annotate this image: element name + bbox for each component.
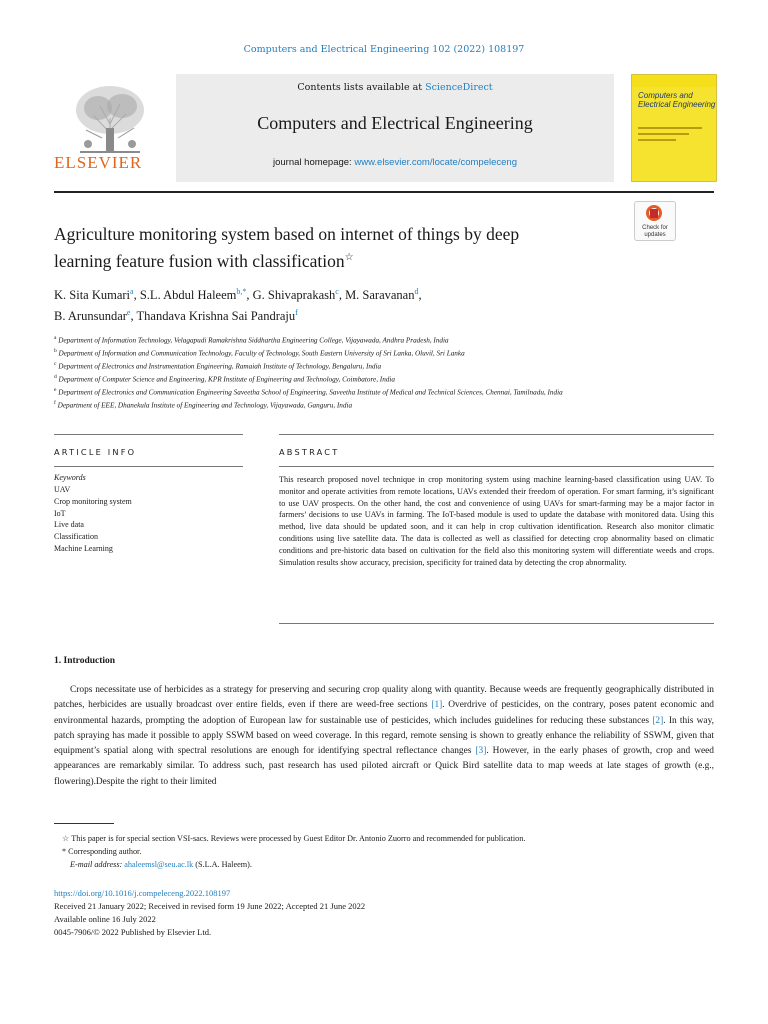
keyword-item: UAV bbox=[54, 485, 71, 494]
footnotes bbox=[62, 832, 712, 871]
doi-link[interactable]: https://doi.org/10.1016/j.compeleceng.2022.108197 bbox=[54, 888, 231, 898]
affiliation-text: Department of Information Technology, Velagapudi Ramakrishna Siddhartha Engineering College, Vijayawada, Andhra Pradesh, India bbox=[58, 336, 449, 345]
author-name: Thandava Krishna Sai Pandraju bbox=[136, 309, 296, 324]
author-affil-sup[interactable]: e bbox=[126, 308, 131, 318]
check-updates-line-1: Check for bbox=[642, 225, 668, 231]
journal-homepage bbox=[176, 157, 614, 168]
footnote-star-mark: ☆ bbox=[62, 834, 70, 843]
keyword-item: IoT bbox=[54, 508, 66, 518]
author-name: G. Shivaprakash bbox=[252, 288, 336, 303]
received-dates: Received 21 January 2022; Received in revised form 19 June 2022; Accepted 21 June 2022 bbox=[54, 901, 366, 911]
citation-link[interactable]: [2] bbox=[652, 715, 664, 726]
cover-title bbox=[638, 91, 715, 109]
keyword-item: Live data bbox=[54, 520, 84, 530]
cover-title-line-2: Electrical Engineering bbox=[638, 100, 716, 109]
email-link[interactable]: ahaleemsl@seu.ac.lk bbox=[124, 860, 194, 869]
cover-title-line-1: Computers and bbox=[638, 91, 693, 100]
abstract-text: This research proposed novel technique in crop monitoring system using machine learning-based classification using UAV. To monitor and operate activities from remote locations, UAVs extended their freedom of operation. For smart farming, it’s significant to use UAV prospects. On the other hand, the cost and convenience of using UAVs for smart-farming may be a major factor in farmers’ decisions to use UAVs in farming. The IoT-based module is used to update the database with monitored data. Using this method, live data should be updated soon, and it can help in crop cultivation identification. Research also monitor climatic conditions using live satellite data. The data is collected as well as classified for detecting crop abnormality based on climatic conditions and pre-historic data based on cultivation for the field also this monitoring system will differentiate weeds and crops. Simulation results show accuracy, precision, specificity for trained data by detecting the crop abnormality. bbox=[279, 475, 714, 567]
affiliation-text: Department of Electronics and Instrumentation Engineering, Ramaiah Institute of Technology, Bengaluru, India bbox=[58, 362, 382, 371]
article-info-rule bbox=[54, 466, 243, 467]
check-updates-line-2: updates bbox=[644, 231, 666, 238]
affiliation-text: Department of EEE, Dhanekula Institute of Engineering and Technology, Vijayawada, Ganguru, India bbox=[57, 401, 353, 410]
intro-text: . In this way, patch spraying has made it possible to apply SSWM based on weed coverage. In this regard, remote sensing is shown to greatly enhance the reliability of SSWM, given that equipment’s spatial along with spectral resolutions are enough for identifying spectral reflectance changes bbox=[54, 715, 714, 757]
author-list bbox=[54, 283, 614, 325]
intro-text: . However, in the early phases of growth, crop and weed appearances are remarkably similar. To address such, past research has used piloted aircraft or Quick Bird satellite data to map weeds at late stages of growth (e.g., flowering).Despite the right to their limited bbox=[54, 746, 714, 787]
affiliation-sup: c bbox=[54, 360, 57, 367]
footnote-special-section bbox=[62, 832, 712, 845]
author-affil-sup[interactable]: d bbox=[414, 287, 419, 296]
introduction-paragraph bbox=[54, 683, 714, 790]
affiliation-item bbox=[54, 372, 654, 385]
affiliation-text: Department of Information and Communication Technology, Faculty of Technology, South Eastern University of Sri Lanka, Oluvil, Sri Lanka bbox=[58, 349, 465, 358]
affiliation-sup: a bbox=[54, 335, 57, 341]
affiliation-item bbox=[54, 385, 654, 398]
intro-text: Crops necessitate use of herbicides as a strategy for preserving and securing crop quality along with quantity. Because weeds are frequently geographically distributed in patches, herbicides are usually broadcast over entire fields, even if there are weed-free sections bbox=[54, 685, 714, 711]
homepage-link[interactable]: www.elsevier.com/locate/compeleceng bbox=[354, 157, 517, 168]
homepage-prefix: journal homepage: bbox=[273, 157, 355, 168]
intro-text: . Overdrive of pesticides, on the contrary, poses patent economic and environmental hazards, prompting the adoption of European law for sustainable use of pesticides, which includes guidelines for reducing these substances bbox=[54, 700, 714, 726]
author-line-1: K. Sita Kumari$^a$, S.L. Abdul Haleem$^{b,*}$, G. Shivaprakash$^c$, M. Saravanan$^d$, bbox=[54, 287, 422, 303]
affiliation-sup: e bbox=[54, 386, 57, 393]
elsevier-wordmark: ELSEVIER bbox=[54, 153, 143, 172]
paper-title-line-2-text: learning feature fusion with classification bbox=[54, 250, 345, 271]
email-owner: (S.L.A. Haleem). bbox=[195, 860, 252, 869]
author-name: M. Saravanan bbox=[345, 288, 415, 303]
footnote-rule bbox=[54, 823, 114, 824]
affiliation-list bbox=[54, 333, 654, 411]
journal-name: Computers and Electrical Engineering bbox=[257, 113, 533, 133]
abstract-rule bbox=[279, 466, 714, 467]
affiliation-sup: f bbox=[54, 399, 56, 406]
keywords-list bbox=[54, 484, 132, 555]
affiliation-item bbox=[54, 398, 654, 411]
article-info-top-rule bbox=[54, 434, 243, 435]
copyright-line: 0045-7906/© 2022 Published by Elsevier Ltd. bbox=[54, 927, 212, 937]
affiliation-text: Department of Computer Science and Engineering, KPR Institute of Engineering and Technology, Coimbatore, India bbox=[58, 375, 395, 384]
sciencedirect-link[interactable]: ScienceDirect bbox=[425, 82, 493, 93]
email-label: E-mail address: bbox=[70, 860, 123, 869]
footnote-text: Corresponding author. bbox=[68, 847, 142, 856]
footnote-text: This paper is for special section VSI-sacs. Reviews were processed by Guest Editor Dr. Antonio Zuorro and recommended for publication. bbox=[71, 834, 526, 843]
author-name: S.L. Abdul Haleem bbox=[139, 288, 237, 303]
author-affil-sup[interactable]: c bbox=[335, 287, 339, 296]
journal-cover-thumbnail[interactable] bbox=[631, 74, 717, 182]
author-name: K. Sita Kumari bbox=[54, 288, 131, 303]
cover-top-strip bbox=[632, 75, 716, 87]
affiliation-item bbox=[54, 346, 654, 359]
affiliation-sup: b bbox=[54, 347, 57, 354]
abstract-heading: ABSTRACT bbox=[279, 447, 340, 457]
affiliation-text: Department of Electronics and Communication Engineering Saveetha School of Engineering, Saveetha Institute of Medical and Technical Sciences, Chennai, Tamilnadu, India bbox=[58, 388, 563, 397]
abstract-bottom-rule bbox=[279, 623, 714, 624]
cover-decoration bbox=[638, 127, 702, 145]
keyword-item: Crop monitoring system bbox=[54, 496, 132, 506]
author-line-2: B. Arunsundar$^e$, Thandava Krishna Sai Pandraju$^f$ bbox=[54, 308, 298, 324]
introduction-heading: 1. Introduction bbox=[54, 656, 116, 666]
footnote-asterisk: * bbox=[62, 847, 67, 856]
author-affil-sup[interactable]: b,* bbox=[236, 287, 247, 296]
affiliation-item bbox=[54, 359, 654, 372]
affiliation-sup: d bbox=[54, 373, 57, 380]
keywords-title: Keywords bbox=[54, 473, 86, 482]
citation-link[interactable]: [3] bbox=[475, 746, 487, 757]
author-name: B. Arunsundar bbox=[54, 309, 127, 324]
keyword-item: Machine Learning bbox=[54, 543, 113, 553]
paper-title-line-2 bbox=[54, 246, 614, 273]
header-divider bbox=[54, 191, 714, 193]
paper-title-line-1: Agriculture monitoring system based on internet of things by deep bbox=[54, 224, 520, 244]
journal-reference[interactable]: Computers and Electrical Engineering 102 (2022) 108197 bbox=[243, 44, 525, 55]
author-affil-sup[interactable]: f bbox=[295, 308, 298, 318]
abstract-top-rule bbox=[279, 434, 714, 435]
check-for-updates-button[interactable] bbox=[634, 201, 676, 241]
bookmark-icon bbox=[650, 209, 658, 218]
paper-title bbox=[54, 222, 614, 273]
keyword-item: Classification bbox=[54, 532, 98, 542]
available-online: Available online 16 July 2022 bbox=[54, 914, 156, 924]
contents-prefix: Contents lists available at bbox=[297, 82, 426, 93]
author-affil-sup[interactable]: a bbox=[130, 287, 134, 296]
citation-link[interactable]: [1] bbox=[431, 700, 443, 711]
publication-info bbox=[54, 887, 365, 939]
article-info-heading: ARTICLE INFO bbox=[54, 447, 137, 457]
footnote-email bbox=[62, 858, 712, 871]
title-footnote-mark[interactable]: ☆ bbox=[344, 252, 354, 263]
footnote-corresponding bbox=[62, 845, 712, 858]
check-updates-label bbox=[635, 225, 675, 238]
contents-line bbox=[176, 82, 614, 93]
affiliation-item bbox=[54, 333, 654, 346]
